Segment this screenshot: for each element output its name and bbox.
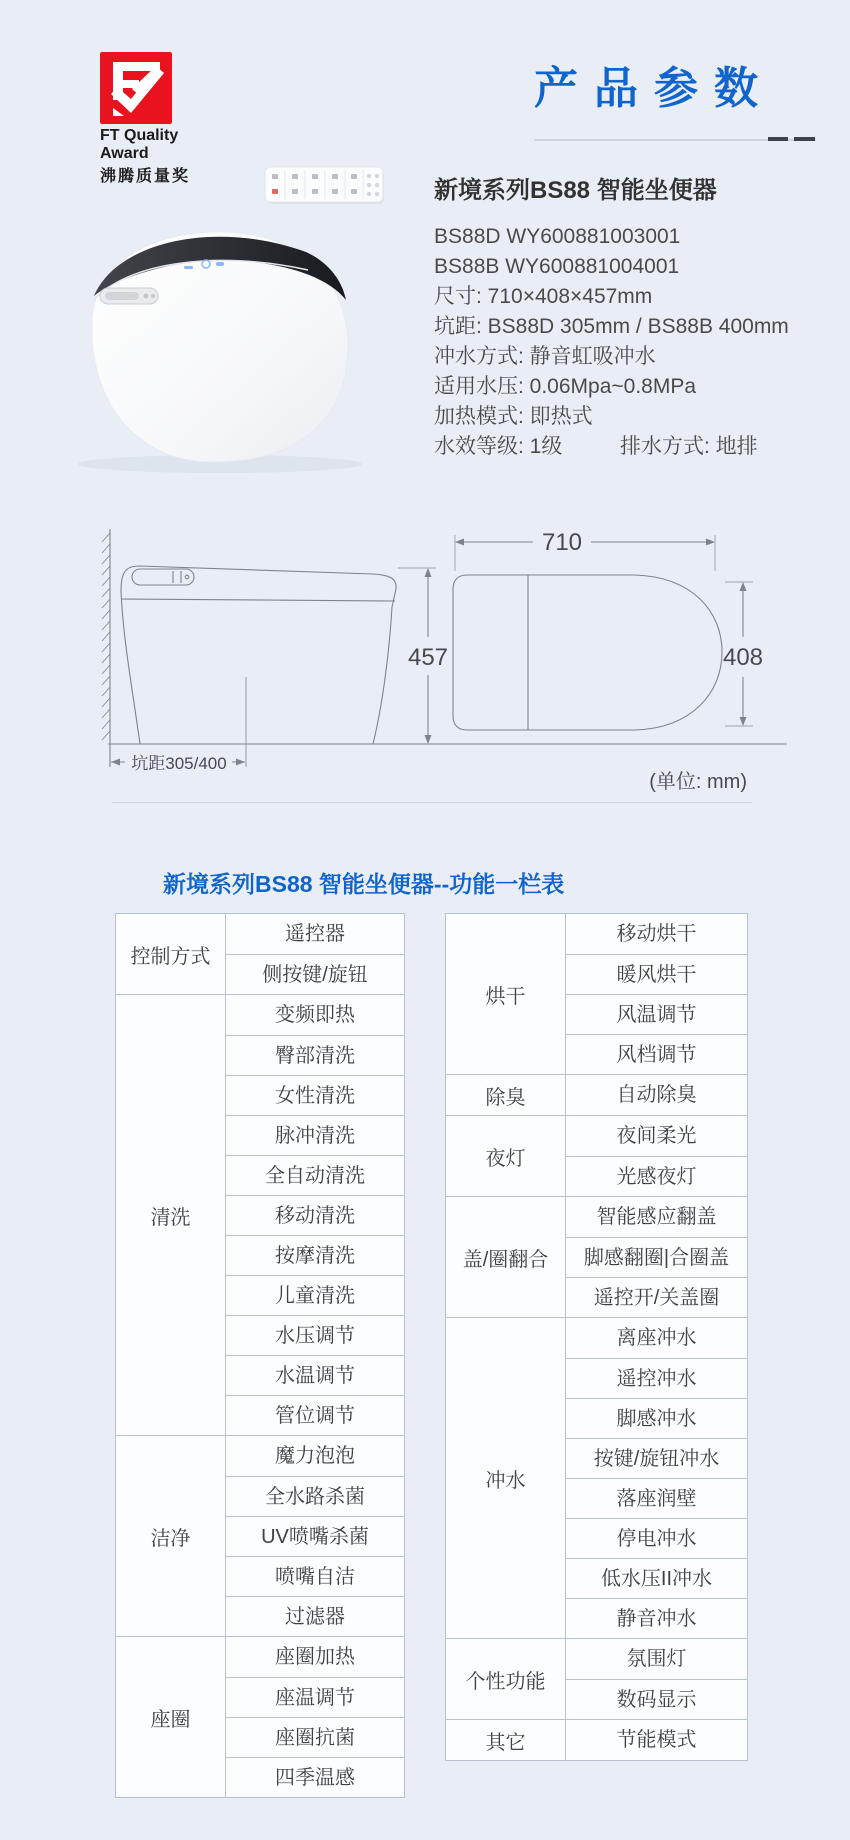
feature-category: 清洗 [116, 995, 226, 1435]
feature-cell: UV喷嘴杀菌 [226, 1516, 404, 1556]
features-table-title: 新境系列BS88 智能坐便器--功能一栏表 [163, 871, 565, 897]
dim-label-height: 457 [407, 644, 449, 671]
spec-text: BS88D WY600881003001 [434, 225, 681, 248]
feature-items [566, 1318, 747, 1638]
product-photo [58, 200, 373, 480]
feature-category: 盖/圈翻合 [446, 1197, 566, 1317]
spec-line [434, 312, 789, 342]
feature-items [566, 914, 747, 1074]
spec-text: 坑距: BS88D 305mm / BS88B 400mm [434, 315, 789, 338]
feature-group [446, 1317, 747, 1638]
feature-items [566, 1197, 747, 1317]
feature-cell: 按键/旋钮冲水 [566, 1438, 747, 1478]
feature-cell: 侧按键/旋钮 [226, 954, 404, 994]
spec-line [434, 252, 789, 282]
feature-cell: 遥控开/关盖圈 [566, 1277, 747, 1317]
feature-items [566, 1116, 747, 1196]
feature-group [116, 914, 404, 994]
spec-line [434, 432, 789, 462]
feature-cell: 风档调节 [566, 1034, 747, 1074]
feature-cell: 节能模式 [616, 1729, 697, 1751]
spec-line [434, 222, 789, 252]
spec-text: 水效等级: 1级 [434, 435, 563, 458]
spec-text: 尺寸: 710×408×457mm [434, 285, 653, 308]
feature-items [566, 1720, 747, 1760]
spec-text: BS88B WY600881004001 [434, 255, 680, 278]
spec-line [434, 282, 789, 312]
feature-cell: 座圈加热 [275, 1646, 355, 1668]
feature-category: 冲水 [446, 1318, 566, 1638]
feature-cell: 离座冲水 [616, 1327, 697, 1349]
feature-cell: 四季温感 [226, 1757, 404, 1797]
feature-cell: 落座润壁 [566, 1478, 747, 1518]
feature-items [566, 1075, 747, 1115]
feature-cell: 移动烘干 [616, 923, 697, 945]
feature-group [446, 1719, 747, 1760]
feature-cell: 数码显示 [566, 1679, 747, 1719]
feature-items [226, 1637, 404, 1797]
feature-items [226, 914, 404, 994]
feature-cell: 智能感应翻盖 [596, 1206, 717, 1228]
feature-cell: 全水路杀菌 [226, 1476, 404, 1516]
feature-group [446, 1074, 747, 1115]
feature-cell: 停电冲水 [566, 1518, 747, 1558]
page-title: 产品参数 [534, 64, 774, 113]
feature-cell: 过滤器 [226, 1596, 404, 1636]
unit-note: (单位: mm) [649, 771, 747, 793]
title-underline-dash [794, 137, 815, 141]
spec-text: 冲水方式: 静音虹吸冲水 [434, 345, 656, 368]
feature-group [446, 1638, 747, 1719]
feature-cell: 暖风烘干 [566, 954, 747, 994]
feature-cell: 风温调节 [566, 994, 747, 1034]
feature-cell: 水压调节 [226, 1315, 404, 1355]
feature-items [226, 1436, 404, 1636]
feature-category: 烘干 [446, 914, 566, 1074]
feature-cell: 按摩清洗 [226, 1235, 404, 1275]
feature-group [446, 914, 747, 1074]
features-table-left [115, 913, 405, 1798]
title-underline-dash [768, 137, 788, 141]
feature-group [116, 1636, 404, 1797]
feature-cell: 变频即热 [275, 1004, 355, 1026]
feature-cell: 自动除臭 [616, 1084, 697, 1106]
spec-text: 适用水压: 0.06Mpa~0.8MPa [434, 375, 697, 398]
feature-items [226, 995, 404, 1435]
feature-category: 夜灯 [446, 1116, 566, 1196]
dim-label-width: 710 [541, 529, 583, 556]
feature-category: 洁净 [116, 1436, 226, 1636]
feature-cell: 脚感翻圈|合圈盖 [566, 1237, 747, 1277]
feature-cell: 管位调节 [226, 1395, 404, 1435]
feature-group [446, 1196, 747, 1317]
feature-cell: 氛围灯 [626, 1648, 687, 1670]
feature-category: 个性功能 [446, 1639, 566, 1719]
feature-group [446, 1115, 747, 1196]
feature-cell: 光感夜灯 [566, 1156, 747, 1196]
spec-text: 排水方式: 地排 [620, 435, 758, 458]
feature-cell: 女性清洗 [226, 1075, 404, 1115]
top-view-outline [453, 575, 722, 730]
feature-cell: 儿童清洗 [226, 1275, 404, 1315]
feature-cell: 脉冲清洗 [226, 1115, 404, 1155]
feature-cell: 水温调节 [226, 1355, 404, 1395]
dimension-diagram [95, 515, 800, 805]
spec-list [434, 222, 789, 462]
feature-cell: 低水压II冲水 [566, 1558, 747, 1598]
product-name: 新境系列BS88 智能坐便器 [434, 177, 717, 204]
feature-category: 控制方式 [116, 914, 226, 994]
feature-cell: 静音冲水 [566, 1598, 747, 1638]
feature-category: 其它 [446, 1720, 566, 1760]
spec-line [434, 372, 789, 402]
feature-cell: 座温调节 [226, 1677, 404, 1717]
feature-cell: 喷嘴自洁 [226, 1556, 404, 1596]
section-divider [112, 802, 752, 803]
feature-items [566, 1639, 747, 1719]
feature-cell: 全自动清洗 [226, 1155, 404, 1195]
spec-text: 加热模式: 即热式 [434, 405, 593, 428]
feature-category: 座圈 [116, 1637, 226, 1797]
ft-quality-award-logo-icon [100, 50, 174, 126]
feature-cell: 移动清洗 [226, 1195, 404, 1235]
feature-cell: 遥控器 [285, 923, 345, 945]
feature-category: 除臭 [446, 1075, 566, 1115]
feature-cell: 遥控冲水 [566, 1358, 747, 1398]
features-table-right [445, 913, 748, 1761]
award-name-en-line2: Award [100, 145, 149, 162]
dim-label-depth: 408 [722, 644, 764, 671]
feature-cell: 座圈抗菌 [226, 1717, 404, 1757]
side-view-outline [121, 566, 396, 744]
spec-line [434, 342, 789, 372]
feature-cell: 脚感冲水 [566, 1398, 747, 1438]
spec-line [434, 402, 789, 432]
award-name-cn: 沸腾质量奖 [100, 168, 191, 185]
award-name-en-line1: FT Quality [100, 127, 179, 144]
feature-cell: 魔力泡泡 [275, 1445, 355, 1467]
feature-cell: 臀部清洗 [226, 1035, 404, 1075]
feature-group [116, 1435, 404, 1636]
dim-label-pit-distance: 坑距305/400 [131, 754, 227, 773]
feature-cell: 夜间柔光 [616, 1125, 697, 1147]
feature-group [116, 994, 404, 1435]
